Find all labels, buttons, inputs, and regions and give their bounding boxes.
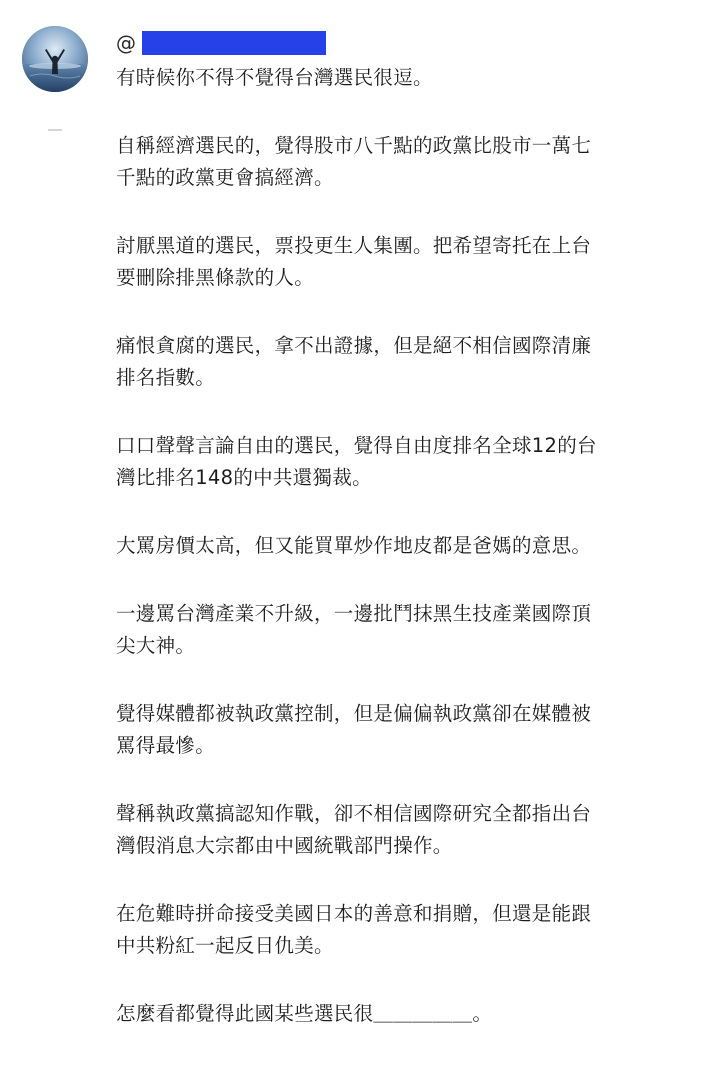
post-paragraph — [116, 530, 691, 562]
handle-prefix: @ — [116, 31, 136, 55]
paragraph-line: 聲稱執政黨搞認知作戰，卻不相信國際研究全都指出台 — [116, 802, 592, 825]
paragraph-line: 灣假消息大宗都由中國統戰部門操作。 — [116, 834, 453, 857]
post-body — [116, 62, 691, 1066]
paragraph-line: 自稱經濟選民的，覺得股市八千點的政黨比股市一萬七 — [116, 134, 592, 157]
paragraph-line: 尖大神。 — [116, 634, 196, 657]
paragraph-line: 有時候你不得不覺得台灣選民很逗。 — [116, 66, 433, 89]
post-paragraph — [116, 798, 691, 862]
paragraph-line: 中共粉紅一起反日仇美。 — [116, 934, 334, 957]
redacted-username[interactable] — [142, 31, 326, 55]
post-paragraph — [116, 330, 691, 394]
paragraph-line: 口口聲聲言論自由的選民，覺得自由度排名全球12的台 — [116, 434, 597, 457]
post-header — [116, 30, 326, 56]
post-paragraph — [116, 230, 691, 294]
paragraph-line: 千點的政黨更會搞經濟。 — [116, 166, 334, 189]
author-avatar[interactable] — [22, 26, 88, 92]
divider-mark — [48, 129, 62, 131]
paragraph-line: 怎麼看都覺得此國某些選民很＿＿＿＿＿。 — [116, 1002, 493, 1025]
post-paragraph — [116, 898, 691, 962]
avatar-icon — [22, 26, 88, 92]
paragraph-line: 覺得媒體都被執政黨控制，但是偏偏執政黨卻在媒體被 — [116, 702, 592, 725]
post-paragraph — [116, 430, 691, 494]
paragraph-line: 大罵房價太高，但又能買單炒作地皮都是爸媽的意思。 — [116, 534, 592, 557]
paragraph-line: 痛恨貪腐的選民，拿不出證據，但是絕不相信國際清廉 — [116, 334, 592, 357]
paragraph-line: 討厭黑道的選民，票投更生人集團。把希望寄托在上台 — [116, 234, 592, 257]
paragraph-line: 要刪除排黑條款的人。 — [116, 266, 315, 289]
paragraph-line: 排名指數。 — [116, 366, 216, 389]
post-paragraph — [116, 130, 691, 194]
paragraph-line: 灣比排名148的中共還獨裁。 — [116, 466, 372, 489]
paragraph-line: 罵得最慘。 — [116, 734, 216, 757]
post-paragraph — [116, 598, 691, 662]
paragraph-line: 在危難時拼命接受美國日本的善意和捐贈，但還是能跟 — [116, 902, 592, 925]
post-paragraph — [116, 698, 691, 762]
post-paragraph — [116, 62, 691, 94]
post-paragraph — [116, 998, 691, 1030]
paragraph-line: 一邊罵台灣產業不升級，一邊批鬥抹黑生技產業國際頂 — [116, 602, 592, 625]
